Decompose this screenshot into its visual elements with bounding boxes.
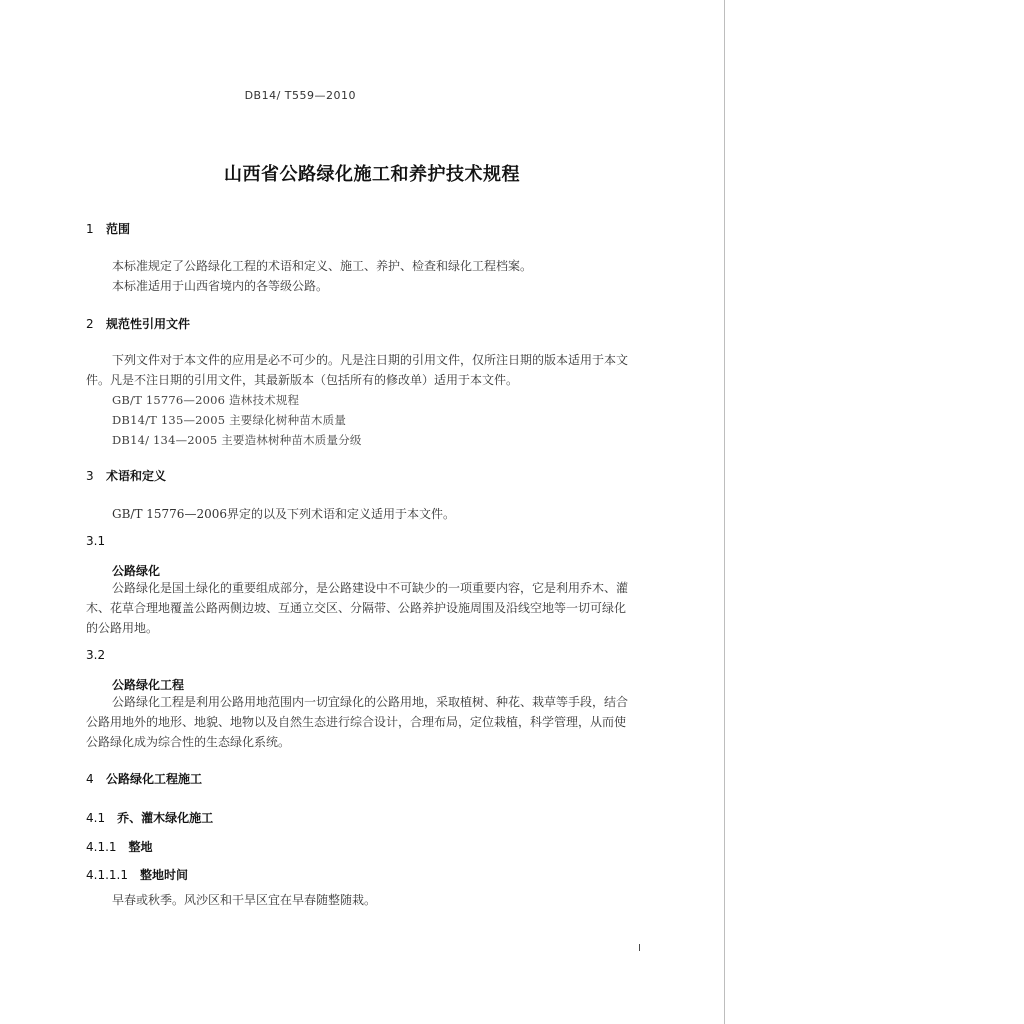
subsection-title: 乔、灌木绿化施工 (117, 811, 214, 825)
paragraph-line: 早春或秋季。风沙区和干旱区宜在早春随整随栽。 (112, 893, 377, 907)
term-number: 3.1 (86, 534, 106, 548)
paragraph-line: 本标准适用于山西省境内的各等级公路。 (112, 279, 329, 293)
section-title: 术语和定义 (106, 469, 167, 483)
paragraph-line: 公路绿化工程是利用公路用地范围内一切宜绿化的公路用地，采取植树、种花、栽草等手段，结合 (112, 695, 629, 709)
document-code: DB14/ T559—2010 (244, 89, 356, 102)
section-number: 3 (86, 469, 94, 483)
viewer-background (724, 0, 1024, 1024)
paragraph-line: 木、花草合理地覆盖公路两侧边坡、互通立交区、分隔带、公路养护设施周围及沿线空地等一切可绿化 (86, 601, 627, 615)
subsection-number: 4.1.1.1 (86, 868, 128, 882)
paragraph-line: 本标准规定了公路绿化工程的术语和定义、施工、养护、检查和绿化工程档案。 (112, 259, 533, 273)
subsection-title: 整地时间 (139, 868, 188, 882)
section-number: 1 (86, 222, 94, 236)
reference-item: DB14/ 134—2005 主要造林树种苗木质量分级 (112, 433, 362, 447)
section-2-heading (86, 315, 190, 332)
paragraph-line: 下列文件对于本文件的应用是必不可少的。凡是注日期的引用文件，仅所注日期的版本适用于本文 (112, 353, 629, 367)
subsection-title: 整地 (128, 840, 153, 854)
paragraph-line: 公路绿化成为综合性的生态绿化系统。 (86, 735, 291, 749)
paragraph-line: 公路绿化是国土绿化的重要组成部分，是公路建设中不可缺少的一项重要内容，它是利用乔木、灌 (112, 581, 629, 595)
subsection-4-1-heading (86, 809, 213, 826)
subsection-number: 4.1.1 (86, 840, 117, 854)
term-name: 公路绿化 (112, 564, 161, 578)
subsection-4-1-1-heading (86, 838, 153, 855)
paragraph-line: GB/T 15776—2006界定的以及下列术语和定义适用于本文件。 (112, 507, 455, 521)
reference-item: GB/T 15776—2006 造林技术规程 (112, 393, 300, 407)
section-title: 范围 (106, 222, 131, 236)
section-number: 4 (86, 772, 94, 786)
paragraph-line: 的公路用地。 (86, 621, 159, 635)
section-3-heading (86, 467, 166, 484)
subsection-number: 4.1 (86, 811, 106, 825)
paragraph-line: 件。凡是不注日期的引用文件，其最新版本（包括所有的修改单）适用于本文件。 (86, 373, 519, 387)
subsection-4-1-1-1-heading (86, 866, 188, 883)
term-name: 公路绿化工程 (112, 678, 185, 692)
term-number: 3.2 (86, 648, 106, 662)
reference-item: DB14/T 135—2005 主要绿化树种苗木质量 (112, 413, 347, 427)
page-number: I (638, 943, 641, 954)
section-number: 2 (86, 317, 94, 331)
section-title: 公路绿化工程施工 (106, 772, 203, 786)
section-1-heading (86, 220, 130, 237)
paragraph-line: 公路用地外的地形、地貌、地物以及自然生态进行综合设计，合理布局，定位栽植，科学管理，从而使 (86, 715, 627, 729)
section-title: 规范性引用文件 (106, 317, 191, 331)
document-title: 山西省公路绿化施工和养护技术规程 (224, 164, 520, 185)
section-4-heading (86, 770, 202, 787)
